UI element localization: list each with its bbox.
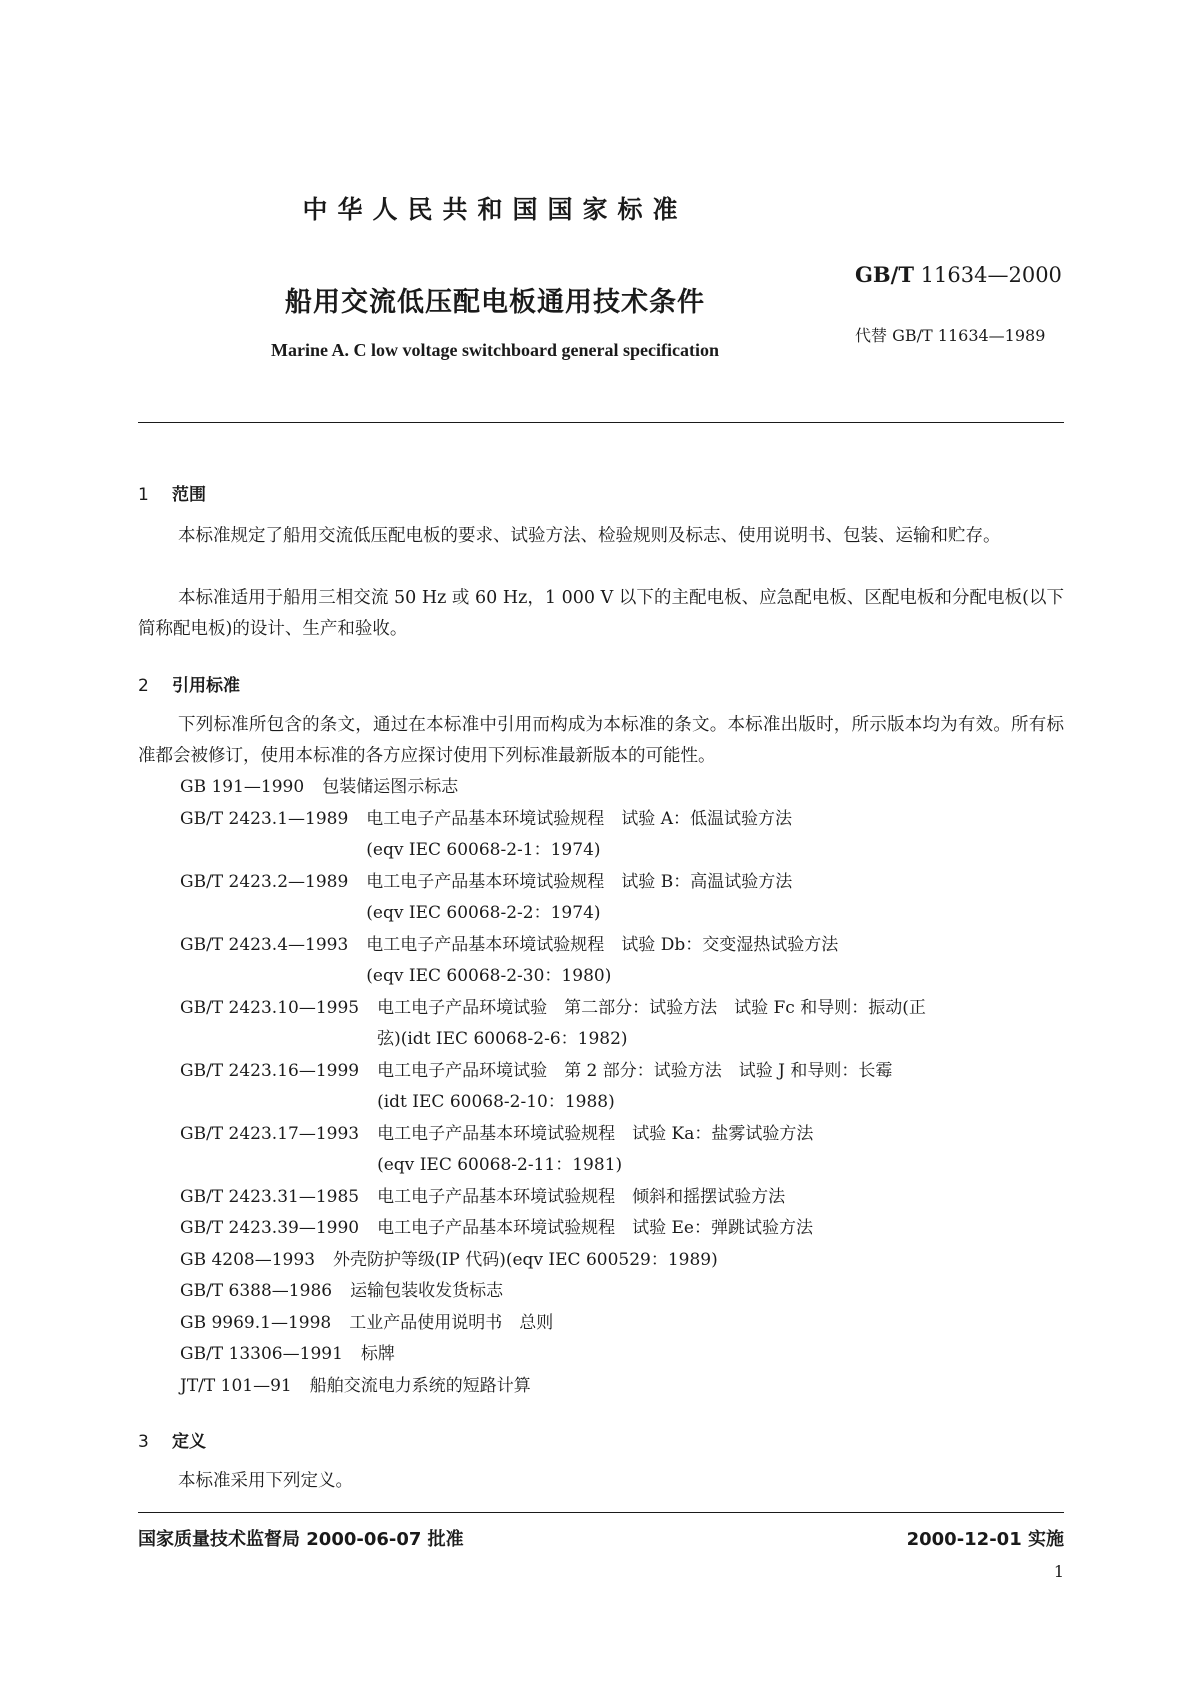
section-number: 2	[138, 676, 149, 696]
reference-item	[180, 1371, 1064, 1403]
reference-code: GB/T 2423.39—1990	[180, 1218, 360, 1238]
reference-title: 电工电子产品基本环境试验规程 试验 Ka：盐雾试验方法 (eqv IEC 60068-2-11：1981)	[377, 1123, 814, 1175]
section-3-heading	[138, 1427, 206, 1452]
reference-code: GB 9969.1—1998	[180, 1312, 332, 1333]
reference-item	[180, 1245, 1064, 1277]
reference-item	[180, 1056, 1064, 1119]
reference-title: 外壳防护等级(IP 代码)(eqv IEC 600529：1989)	[333, 1249, 718, 1270]
reference-code: JT/T 101—91	[180, 1375, 292, 1396]
reference-code: GB/T 2423.31—1985	[180, 1186, 360, 1207]
document-title-en: Marine A. C low voltage switchboard general specification	[271, 340, 719, 360]
replaces-standard: 代替 GB/T 11634—1989	[855, 326, 1046, 345]
reference-code: GB/T 2423.10—1995	[180, 997, 360, 1018]
section-number: 3	[138, 1432, 149, 1452]
section-2-heading	[138, 671, 240, 696]
page-number: 1	[1053, 1562, 1064, 1581]
reference-title: 船舶交流电力系统的短路计算	[309, 1375, 531, 1396]
reference-item	[180, 993, 1064, 1056]
standard-code-number: 11634—2000	[920, 263, 1062, 287]
reference-list	[180, 772, 1064, 1402]
footer-divider	[138, 1512, 1064, 1513]
reference-item	[180, 772, 1064, 804]
national-standard-heading: 中华人民共和国国家标准	[302, 195, 688, 224]
reference-item	[180, 867, 1064, 930]
reference-code: GB/T 2423.4—1993	[180, 934, 349, 955]
reference-item	[180, 1213, 1064, 1245]
reference-title: 电工电子产品环境试验 第二部分：试验方法 试验 Fc 和导则：振动(正 弦)(idt IEC 60068-2-6：1982)	[377, 997, 926, 1049]
reference-item	[180, 804, 1064, 867]
standard-code-prefix: GB/T	[855, 262, 914, 287]
reference-code: GB/T 2423.2—1989	[180, 871, 349, 892]
reference-item	[180, 1308, 1064, 1340]
document-title-cn: 船用交流低压配电板通用技术条件	[285, 287, 705, 318]
reference-title: 电工电子产品基本环境试验规程 试验 B：高温试验方法 (eqv IEC 60068-2-2：1974)	[366, 871, 793, 923]
reference-title: 工业产品使用说明书 总则	[349, 1312, 554, 1333]
reference-item	[180, 1119, 1064, 1182]
reference-title: 标牌	[360, 1344, 395, 1364]
reference-title: 电工电子产品环境试验 第 2 部分：试验方法 试验 J 和导则：长霉 (idt IEC 60068-2-10：1988)	[377, 1060, 893, 1112]
reference-item	[180, 930, 1064, 993]
section-1-heading	[138, 480, 206, 505]
section-2-paragraph-1: 下列标准所包含的条文，通过在本标准中引用而构成为本标准的条文。本标准出版时，所示版本均为有效。所有标准都会被修订，使用本标准的各方应探讨使用下列标准最新版本的可能性。	[138, 715, 1064, 766]
section-title: 定义	[172, 1432, 206, 1452]
section-title: 范围	[172, 485, 206, 505]
reference-code: GB 191—1990	[180, 777, 305, 797]
reference-title: 电工电子产品基本环境试验规程 试验 A：低温试验方法 (eqv IEC 60068-2-1：1974)	[366, 808, 792, 860]
implementation-date: 2000-12-01 实施	[906, 1529, 1064, 1550]
section-title: 引用标准	[172, 676, 240, 696]
reference-title: 电工电子产品基本环境试验规程 试验 Ee：弹跳试验方法	[377, 1218, 813, 1238]
section-3-paragraph-1: 本标准采用下列定义。	[178, 1471, 353, 1491]
reference-title: 运输包装收发货标志	[350, 1281, 504, 1301]
reference-code: GB/T 2423.1—1989	[180, 808, 349, 829]
reference-title: 电工电子产品基本环境试验规程 倾斜和摇摆试验方法	[377, 1186, 786, 1207]
reference-code: GB/T 6388—1986	[180, 1281, 333, 1301]
reference-title: 包装储运图示标志	[322, 777, 459, 797]
reference-code: GB 4208—1993	[180, 1249, 316, 1270]
header-divider	[138, 422, 1064, 423]
section-number: 1	[138, 485, 149, 505]
reference-item	[180, 1339, 1064, 1371]
reference-item	[180, 1182, 1064, 1214]
reference-code: GB/T 13306—1991	[180, 1344, 343, 1364]
reference-code: GB/T 2423.16—1999	[180, 1060, 360, 1081]
reference-title: 电工电子产品基本环境试验规程 试验 Db：交变湿热试验方法 (eqv IEC 60068-2-30：1980)	[366, 934, 839, 986]
section-1-paragraph-2: 本标准适用于船用三相交流 50 Hz 或 60 Hz，1 000 V 以下的主配电板、应急配电板、区配电板和分配电板(以下简称配电板)的设计、生产和验收。	[138, 588, 1064, 639]
reference-item	[180, 1276, 1064, 1308]
section-1-paragraph-1: 本标准规定了船用交流低压配电板的要求、试验方法、检验规则及标志、使用说明书、包装、运输和贮存。	[178, 526, 1001, 546]
approval-note: 国家质量技术监督局 2000-06-07 批准	[138, 1529, 464, 1550]
reference-code: GB/T 2423.17—1993	[180, 1123, 360, 1144]
